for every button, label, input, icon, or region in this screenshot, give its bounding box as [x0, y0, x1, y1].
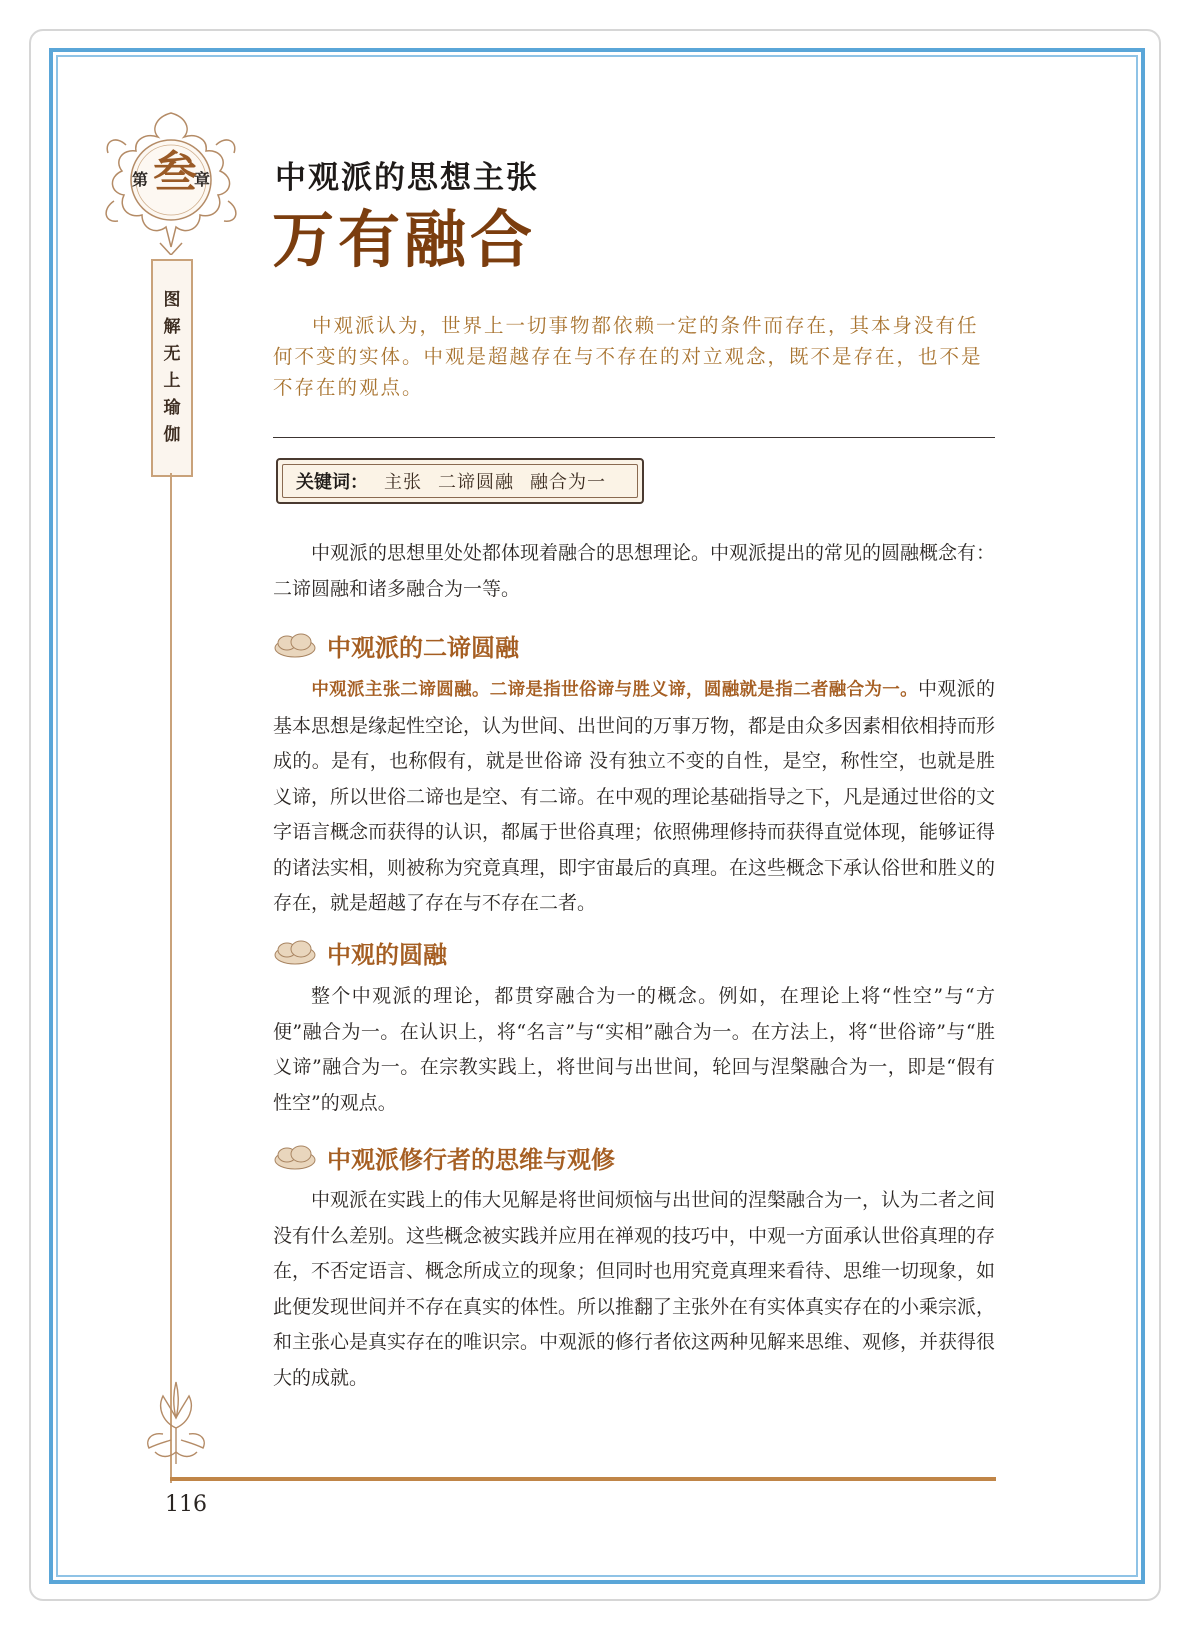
section-body: [273, 672, 995, 922]
section-heading: [273, 1140, 615, 1175]
series-title-vertical: [151, 259, 193, 477]
cloud-ornament-icon: [273, 1143, 317, 1173]
keyword-item: 主张: [384, 472, 422, 493]
series-char: 解: [163, 317, 181, 337]
chapter-emblem: [96, 105, 246, 255]
header-divider: [273, 437, 995, 438]
section-body-text: 整个中观派的理论，都贯穿融合为一的概念。例如，在理论上将“性空”与“方便”融合为一。在认识上，将“名言”与“实相”融合为一。在方法上，将“世俗谛”与“胜义谛”融合为一。在宗教实践上，将世间与出世间，轮回与涅槃融合为一，即是“假有性空”的观点。: [273, 985, 995, 1114]
section-heading-text: 中观派的二谛圆融: [327, 634, 519, 662]
body-paragraph: 中观派的思想里处处都体现着融合的思想理论。中观派提出的常见的圆融概念有：二谛圆融和诸多融合为一等。: [273, 542, 996, 600]
series-char: 伽: [163, 425, 181, 445]
lotus-ornament-icon: [143, 1378, 209, 1468]
chapter-prefix: 第: [132, 170, 149, 189]
cloud-ornament-icon: [273, 631, 317, 661]
series-char: 无: [163, 344, 181, 364]
keywords-label: 关键词：: [296, 472, 368, 493]
series-char: 瑜: [163, 398, 181, 418]
footer-rule: [170, 1477, 996, 1481]
section-heading: [273, 935, 447, 970]
keyword-item: 融合为一: [530, 472, 606, 493]
section-lead: 中观派主张二谛圆融。二谛是指世俗谛与胜义谛，圆融就是指二者融合为一。: [311, 680, 918, 700]
series-char: 上: [163, 371, 181, 391]
page-subtitle: 中观派的思想主张: [275, 160, 539, 196]
cloud-ornament-icon: [273, 938, 317, 968]
section-body-text: 中观派在实践上的伟大见解是将世间烦恼与出世间的涅槃融合为一，认为二者之间没有什么差别。这些概念被实践并应用在禅观的技巧中，中观一方面承认世俗真理的存在，不否定语言、概念所成立的现象；但同时也用究竟真理来看待、思维一切现象，如此便发现世间并不存在真实的体性。所以推翻了主张外在有实体真实存在的小乘宗派，和主张心是真实存在的唯识宗。中观派的修行者依这两种见解来思维、观修，并获得很大的成就。: [273, 1189, 996, 1389]
section-heading: [273, 628, 519, 663]
keywords-box: [276, 458, 644, 504]
page-number: 116: [165, 1492, 207, 1517]
chapter-number: 叁: [153, 147, 197, 198]
chapter-suffix: 章: [194, 170, 211, 189]
section-heading-text: 中观的圆融: [327, 941, 447, 969]
margin-vertical-line: [170, 473, 172, 1483]
intro-paragraph: 中观派认为，世界上一切事物都依赖一定的条件而存在，其本身没有任何不变的实体。中观是超越存在与不存在的对立观念，既不是存在，也不是不存在的观点。: [273, 314, 983, 399]
page-title: 万有融合: [272, 203, 537, 276]
section-heading-text: 中观派修行者的思维与观修: [327, 1146, 615, 1174]
series-char: 图: [163, 290, 181, 310]
section-body-text: 中观派的基本思想是缘起性空论，认为世间、出世间的万事万物，都是由众多因素相依相持而形成的。是有，也称假有，就是世俗谛 没有独立不变的自性，是空，称性空，也就是胜义谛，所以世俗二谛也是空、有二谛。在中观的理论基础指导之下，凡是通过世俗的文字语言概念而获得的认识，都属于世俗真理；依照佛理修持而获得直觉体现，能够证得的诸法实相，则被称为究竟真理，即宇宙最后的真理。在这些概念下承认俗世和胜义的存在，就是超越了存在与不存在二者。: [273, 678, 996, 914]
keyword-item: 二谛圆融: [438, 472, 514, 493]
